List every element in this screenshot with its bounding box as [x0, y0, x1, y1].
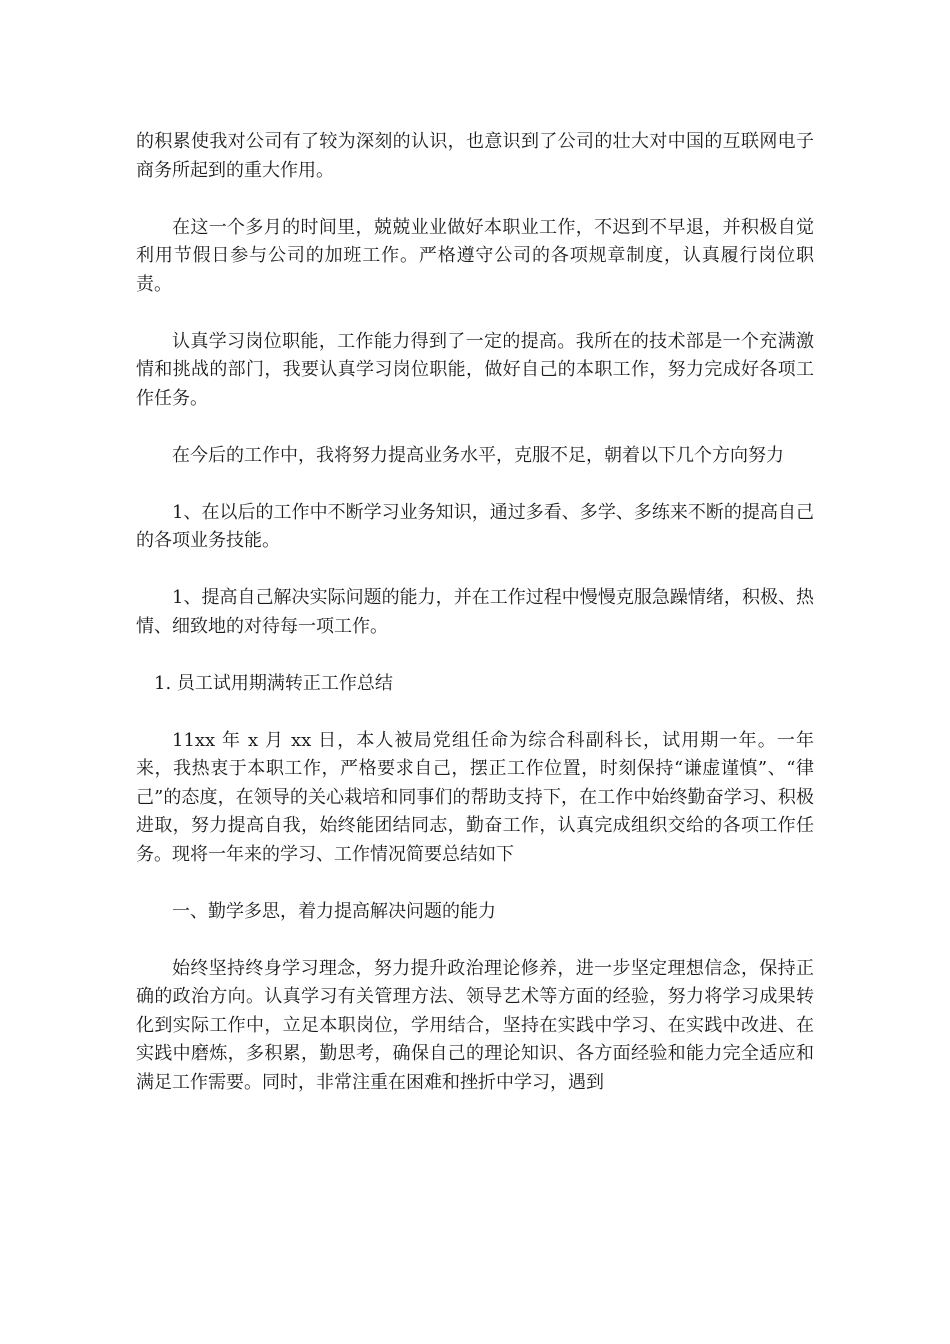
section-heading-study: 一、勤学多思，着力提高解决问题的能力 [172, 900, 496, 922]
paragraph-study-details: 始终坚持终身学习理念，努力提升政治理论修养，进一步坚定理想信念，保持正确的政治方向。认真学习有关管理方法、领导艺术等方面的经验，努力将学习成果转化到实际工作中，立足本职岗位，学用结合，坚持在实践中学习、在实践中改进、在实践中磨炼，多积累，勤思考，确保自己的理论知识、各方面经验和能力完全适应和满足工作需要。同时，非常注重在困难和挫折中学习，遇到 [136, 957, 814, 1093]
paragraph-job-learning: 认真学习岗位职能，工作能力得到了一定的提高。我所在的技术部是一个充满激情和挑战的部门，我要认真学习岗位职能，做好自己的本职工作，努力完成好各项工作任务。 [136, 330, 814, 409]
paragraph-work-attitude: 在这一个多月的时间里，兢兢业业做好本职业工作，不迟到不早退，并积极自觉利用节假日参与公司的加班工作。严格遵守公司的各项规章制度，认真履行岗位职责。 [136, 216, 814, 295]
section-title: 1. 员工试用期满转正工作总结 [154, 672, 393, 694]
paragraph-continuation: 的积累使我对公司有了较为深刻的认识，也意识到了公司的壮大对中国的互联网电子商务所起到的重大作用。 [136, 131, 814, 181]
paragraph-future-direction: 在今后的工作中，我将努力提高业务水平，克服不足，朝着以下几个方向努力 [172, 444, 784, 466]
document-page [136, 128, 814, 1126]
paragraph-goal-2: 1、提高自己解决实际问题的能力，并在工作过程中慢慢克服急躁情绪，积极、热情、细致地的对待每一项工作。 [136, 587, 814, 637]
paragraph-intro-summary: 11xx 年 x 月 xx 日，本人被局党组任命为综合科副科长，试用期一年。一年来，我热衷于本职工作，严格要求自己，摆正工作位置，时刻保持“谦虚谨慎”、“律己”的态度，在领导的关心栽培和同事们的帮助支持下，在工作中始终勤奋学习、积极进取，努力提高自我，始终能团结同志，勤奋工作，认真完成组织交给的各项工作任务。现将一年来的学习、工作情况简要总结如下 [136, 729, 814, 865]
paragraph-goal-1: 1、在以后的工作中不断学习业务知识，通过多看、多学、多练来不断的提高自己的各项业务技能。 [136, 501, 814, 551]
